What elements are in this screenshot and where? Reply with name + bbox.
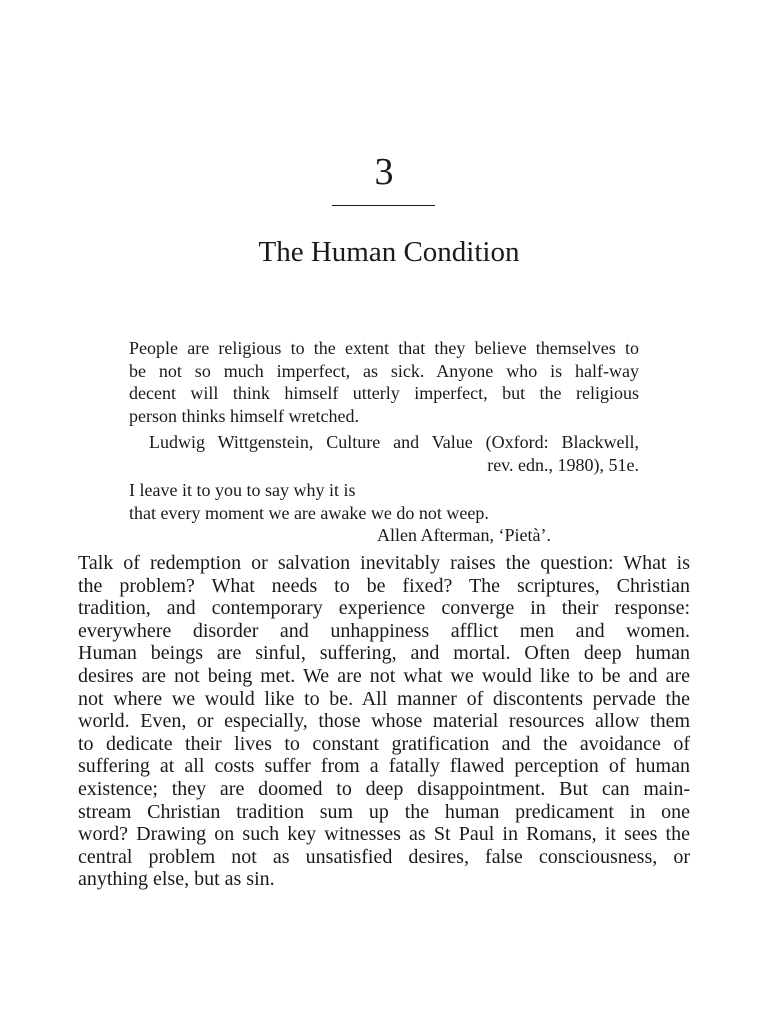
epigraph-attribution: rev. edn., 1980), 51e. bbox=[487, 454, 639, 475]
epigraph-attribution: Ludwig Wittgenstein, Culture and Value (Oxford: Blackwell, bbox=[149, 432, 639, 452]
body-line: suffering at all costs suffer from a fatally flawed perception of human bbox=[78, 755, 690, 778]
chapter-title: The Human Condition bbox=[258, 236, 520, 268]
poem-attribution: Allen Afterman, ‘Pietà’. bbox=[377, 525, 551, 545]
body-line: tradition, and contemporary experience converge in their response: bbox=[78, 597, 690, 620]
body-line: Talk of redemption or salvation inevitably raises the question: What is bbox=[78, 552, 690, 574]
body-line: world. Even, or especially, those whose material resources allow them bbox=[78, 710, 690, 733]
body-line: anything else, but as sin. bbox=[78, 868, 275, 891]
body-line: the problem? What needs to be fixed? The scriptures, Christian bbox=[78, 574, 690, 597]
poem-line: I leave it to you to say why it is bbox=[129, 480, 356, 500]
body-line: central problem not as unsatisfied desires, false consciousness, or bbox=[78, 845, 690, 868]
body-line: everywhere disorder and unhappiness afflict men and women. bbox=[78, 619, 690, 642]
body-line: Human beings are sinful, suffering, and mortal. Often deep human bbox=[78, 642, 690, 665]
chapter-number: 3 bbox=[374, 151, 394, 193]
body-line: word? Drawing on such key witnesses as St Paul in Romans, it sees the bbox=[78, 823, 690, 846]
body-line: to dedicate their lives to constant gratification and the avoidance of bbox=[78, 732, 690, 755]
epigraph-line: decent will think himself utterly imperfect, but the religious bbox=[129, 383, 639, 403]
body-line: existence; they are doomed to deep disappointment. But can main- bbox=[78, 777, 690, 800]
epigraph-line: People are religious to the extent that they believe themselves to bbox=[129, 338, 639, 358]
body-line: stream Christian tradition sum up the human predicament in one bbox=[78, 800, 690, 823]
poem-line: that every moment we are awake we do not weep. bbox=[129, 502, 489, 523]
body-line: not where we would like to be. All manner of discontents pervade the bbox=[78, 687, 690, 710]
body-line: desires are not being met. We are not what we would like to be and are bbox=[78, 664, 690, 687]
chapter-divider-rule bbox=[332, 205, 435, 206]
epigraph-afterman bbox=[129, 479, 639, 547]
epigraph-line: person thinks himself wretched. bbox=[129, 405, 359, 426]
epigraph-wittgenstein bbox=[129, 337, 639, 476]
body-paragraph bbox=[78, 552, 690, 891]
epigraph-line: be not so much imperfect, as sick. Anyone who is half-way bbox=[129, 360, 639, 381]
